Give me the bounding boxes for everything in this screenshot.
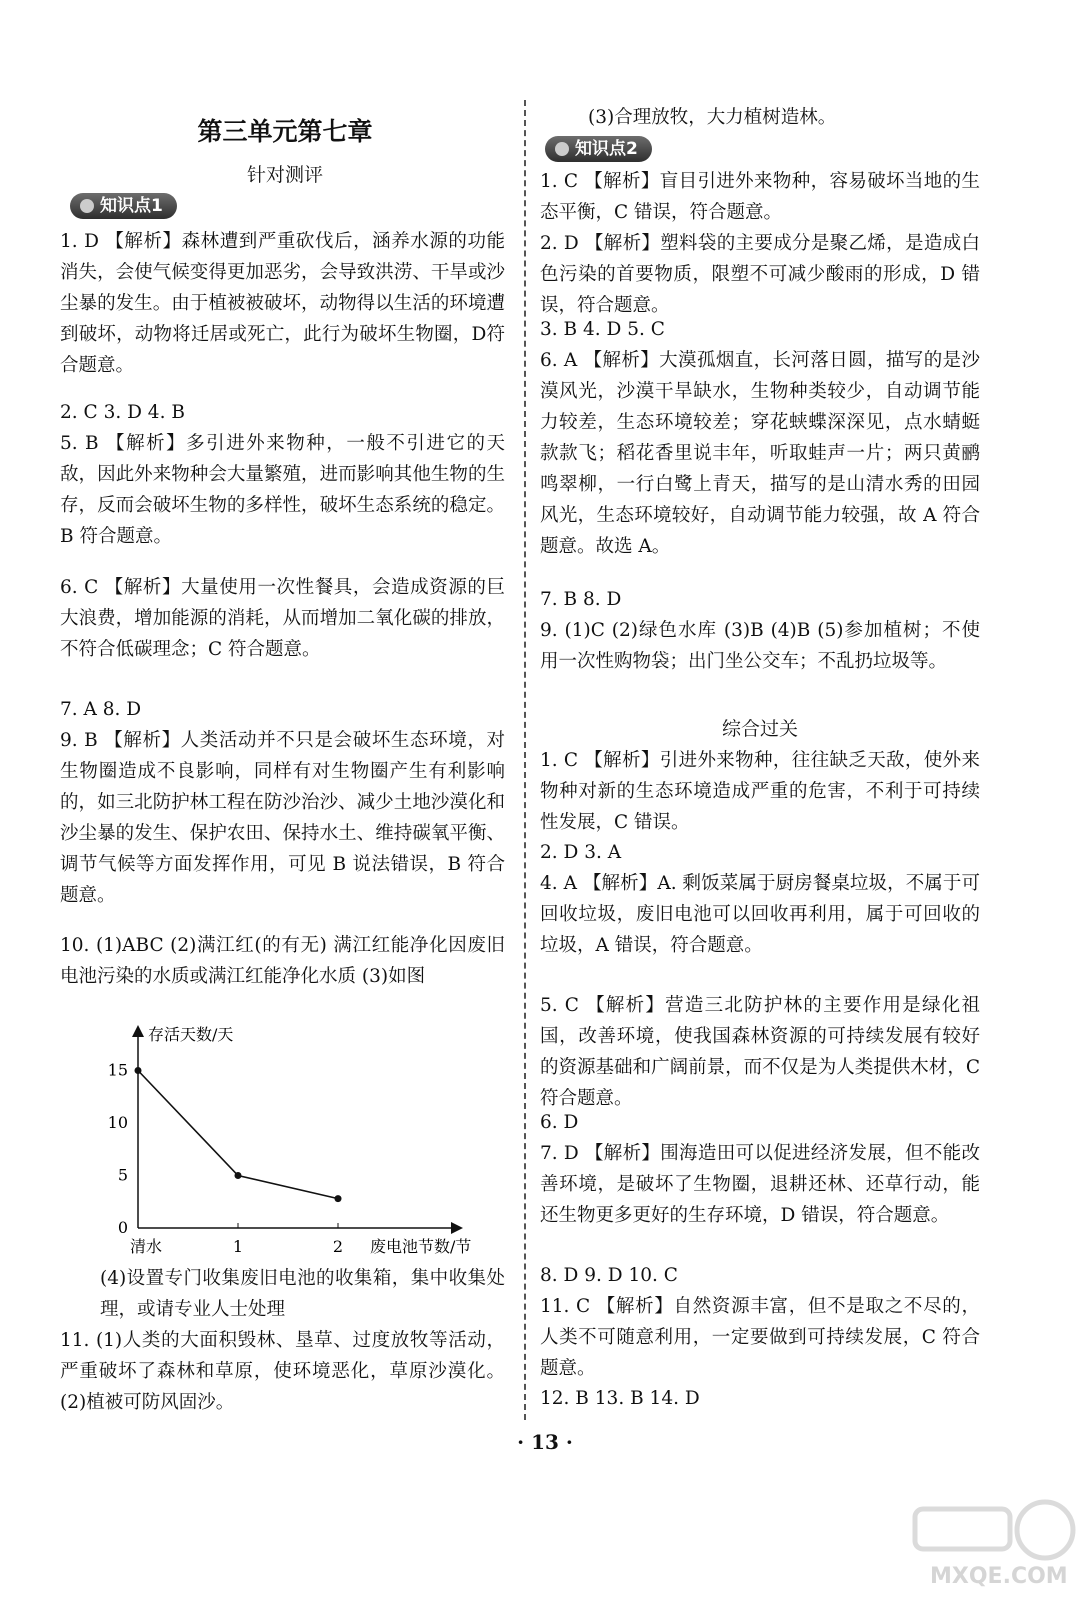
answer-item: 2. C 3. D 4. B xyxy=(60,402,185,423)
y-axis-label: 存活天数/天 xyxy=(148,1025,234,1044)
y-tick-label: 0 xyxy=(117,1218,128,1237)
answer-item: 11. (1)人类的大面积毁林、垦草、过度放牧等活动，严重破坏了森林和草原，使环境恶化，草原沙漠化。 (2)植被可防风固沙。 xyxy=(60,1330,505,1413)
badge-dot-icon xyxy=(80,199,94,213)
answer-item: 5. B 【解析】多引进外来物种，一般不引进它的天敌，因此外来物种会大量繁殖，进而影响其他生物的生存，反而会破坏生物的多样性，破坏生态系统的稳定。B 符合题意。 xyxy=(60,433,505,547)
x-tick-label: 2 xyxy=(332,1237,344,1256)
answer-item: 1. C 【解析】引进外来物种，往往缺乏天敌，使外来物种对新的生态环境造成严重的危害，不利于可持续性发展，C 错误。 xyxy=(540,750,980,833)
page-number: · 13 · xyxy=(517,1430,573,1454)
y-tick-label: 15 xyxy=(107,1060,128,1080)
answer-item: 4. A 【解析】A. 剩饭菜属于厨房餐桌垃圾，不属于可回收垃圾，废旧电池可以回收再利用，属于可回收的垃圾，A 错误，符合题意。 xyxy=(540,873,980,956)
y-tick-label: 10 xyxy=(107,1113,128,1132)
answer-item: 1. D 【解析】森林遭到严重砍伐后，涵养水源的功能消失，会使气候变得更加恶劣，会导致洪涝、干旱或沙尘暴的发生。由于植被被破坏，动物得以生活的环境遭到破坏，动物将迁居或死亡，此行为破坏生物圈，D符合题意。 xyxy=(60,231,505,376)
answer-item: 3. B 4. D 5. C xyxy=(540,319,665,340)
answer-item: (4)设置专门收集废旧电池的收集箱，集中收集处理，或请专业人士处理 xyxy=(100,1268,505,1320)
survival-line-chart xyxy=(100,1020,500,1260)
section-subtitle-zonghe: 综合过关 xyxy=(721,718,798,740)
knowledge-badge-1 xyxy=(70,193,177,219)
answer-item: 9. B 【解析】人类活动并不只是会破坏生态环境，对生物圈造成不良影响，同样有对生物圈产生有利影响的，如三北防护林工程在防沙治沙、减少土地沙漠化和沙尘暴的发生、保护农田、保持水土、维持碳氧平衡、调节气候等方面发挥作用，可见 B 说法错误，B 符合题意。 xyxy=(60,730,505,906)
answer-item: 7. A 8. D xyxy=(60,699,142,720)
answer-item: 11. C 【解析】自然资源丰富，但不是取之不尽的，人类不可随意利用，一定要做到可持续发展，C 符合题意。 xyxy=(540,1296,980,1379)
data-point xyxy=(335,1195,342,1202)
y-tick-label: 5 xyxy=(117,1165,128,1185)
answer-item: 5. C 【解析】营造三北防护林的主要作用是绿化祖国，改善环境，使我国森林资源的可持续发展有较好的资源基础和广阔前景，而不仅是为人类提供木材，C 符合题意。 xyxy=(540,995,980,1109)
answer-item: 7. D 【解析】围海造田可以促进经济发展，但不能改善环境，是破坏了生物圈，退耕还林、还草行动，能还生物更多更好的生存环境，D 错误，符合题意。 xyxy=(540,1143,980,1226)
data-point xyxy=(135,1067,142,1074)
answer-item: 6. C 【解析】大量使用一次性餐具，会造成资源的巨大浪费，增加能源的消耗，从而增加二氧化碳的排放，不符合低碳理念；C 符合题意。 xyxy=(60,577,505,660)
answer-item: 2. D 3. A xyxy=(540,842,622,863)
x-tick-label: 1 xyxy=(232,1237,244,1256)
answer-item: 8. D 9. D 10. C xyxy=(540,1265,678,1286)
knowledge-badge-2 xyxy=(545,136,652,162)
answer-item: 2. D 【解析】塑料袋的主要成分是聚乙烯，是造成白色污染的首要物质，限塑不可减少酸雨的形成，D 错误，符合题意。 xyxy=(540,233,980,316)
column-divider xyxy=(524,100,526,1420)
x-tick-label: 清水 xyxy=(129,1237,163,1256)
page-title: 第三单元第七章 xyxy=(197,117,373,146)
section-subtitle-zhendui: 针对测评 xyxy=(246,164,323,186)
badge-label: 知识点2 xyxy=(575,139,638,159)
x-axis-label: 废电池节数/节 xyxy=(370,1237,472,1256)
answer-item: 6. D xyxy=(540,1112,579,1133)
data-point xyxy=(235,1172,242,1179)
badge-dot-icon xyxy=(555,142,569,156)
watermark-logo xyxy=(905,1495,1080,1595)
watermark-text: MXQE.COM xyxy=(930,1564,1068,1589)
badge-label: 知识点1 xyxy=(100,196,163,216)
answer-item: 10. (1)ABC (2)满江红(的有无) 满江红能净化因废旧电池污染的水质或满江红能净化水质 (3)如图 xyxy=(60,935,505,987)
answer-item: (3)合理放牧，大力植树造林。 xyxy=(588,107,837,128)
answer-item: 12. B 13. B 14. D xyxy=(540,1388,700,1409)
answer-item: 9. (1)C (2)绿色水库 (3)B (4)B (5)参加植树；不使用一次性购物袋；出门坐公交车；不乱扔垃圾等。 xyxy=(540,620,980,672)
answer-item: 1. C 【解析】盲目引进外来物种，容易破坏当地的生态平衡，C 错误，符合题意。 xyxy=(540,171,980,223)
answer-item: 7. B 8. D xyxy=(540,589,622,610)
answer-item: 6. A 【解析】大漠孤烟直，长河落日圆，描写的是沙漠风光，沙漠干旱缺水，生物种类较少，自动调节能力较差，生态环境较差；穿花蛱蝶深深见，点水蜻蜓款款飞；稻花香里说丰年，听取蛙声一片；两只黄鹂鸣翠柳，一行白鹭上青天，描写的是山清水秀的田园风光，生态环境较好，自动调节能力较强，故 A 符合题意。故选 A。 xyxy=(540,350,980,557)
series-line xyxy=(138,1071,338,1199)
